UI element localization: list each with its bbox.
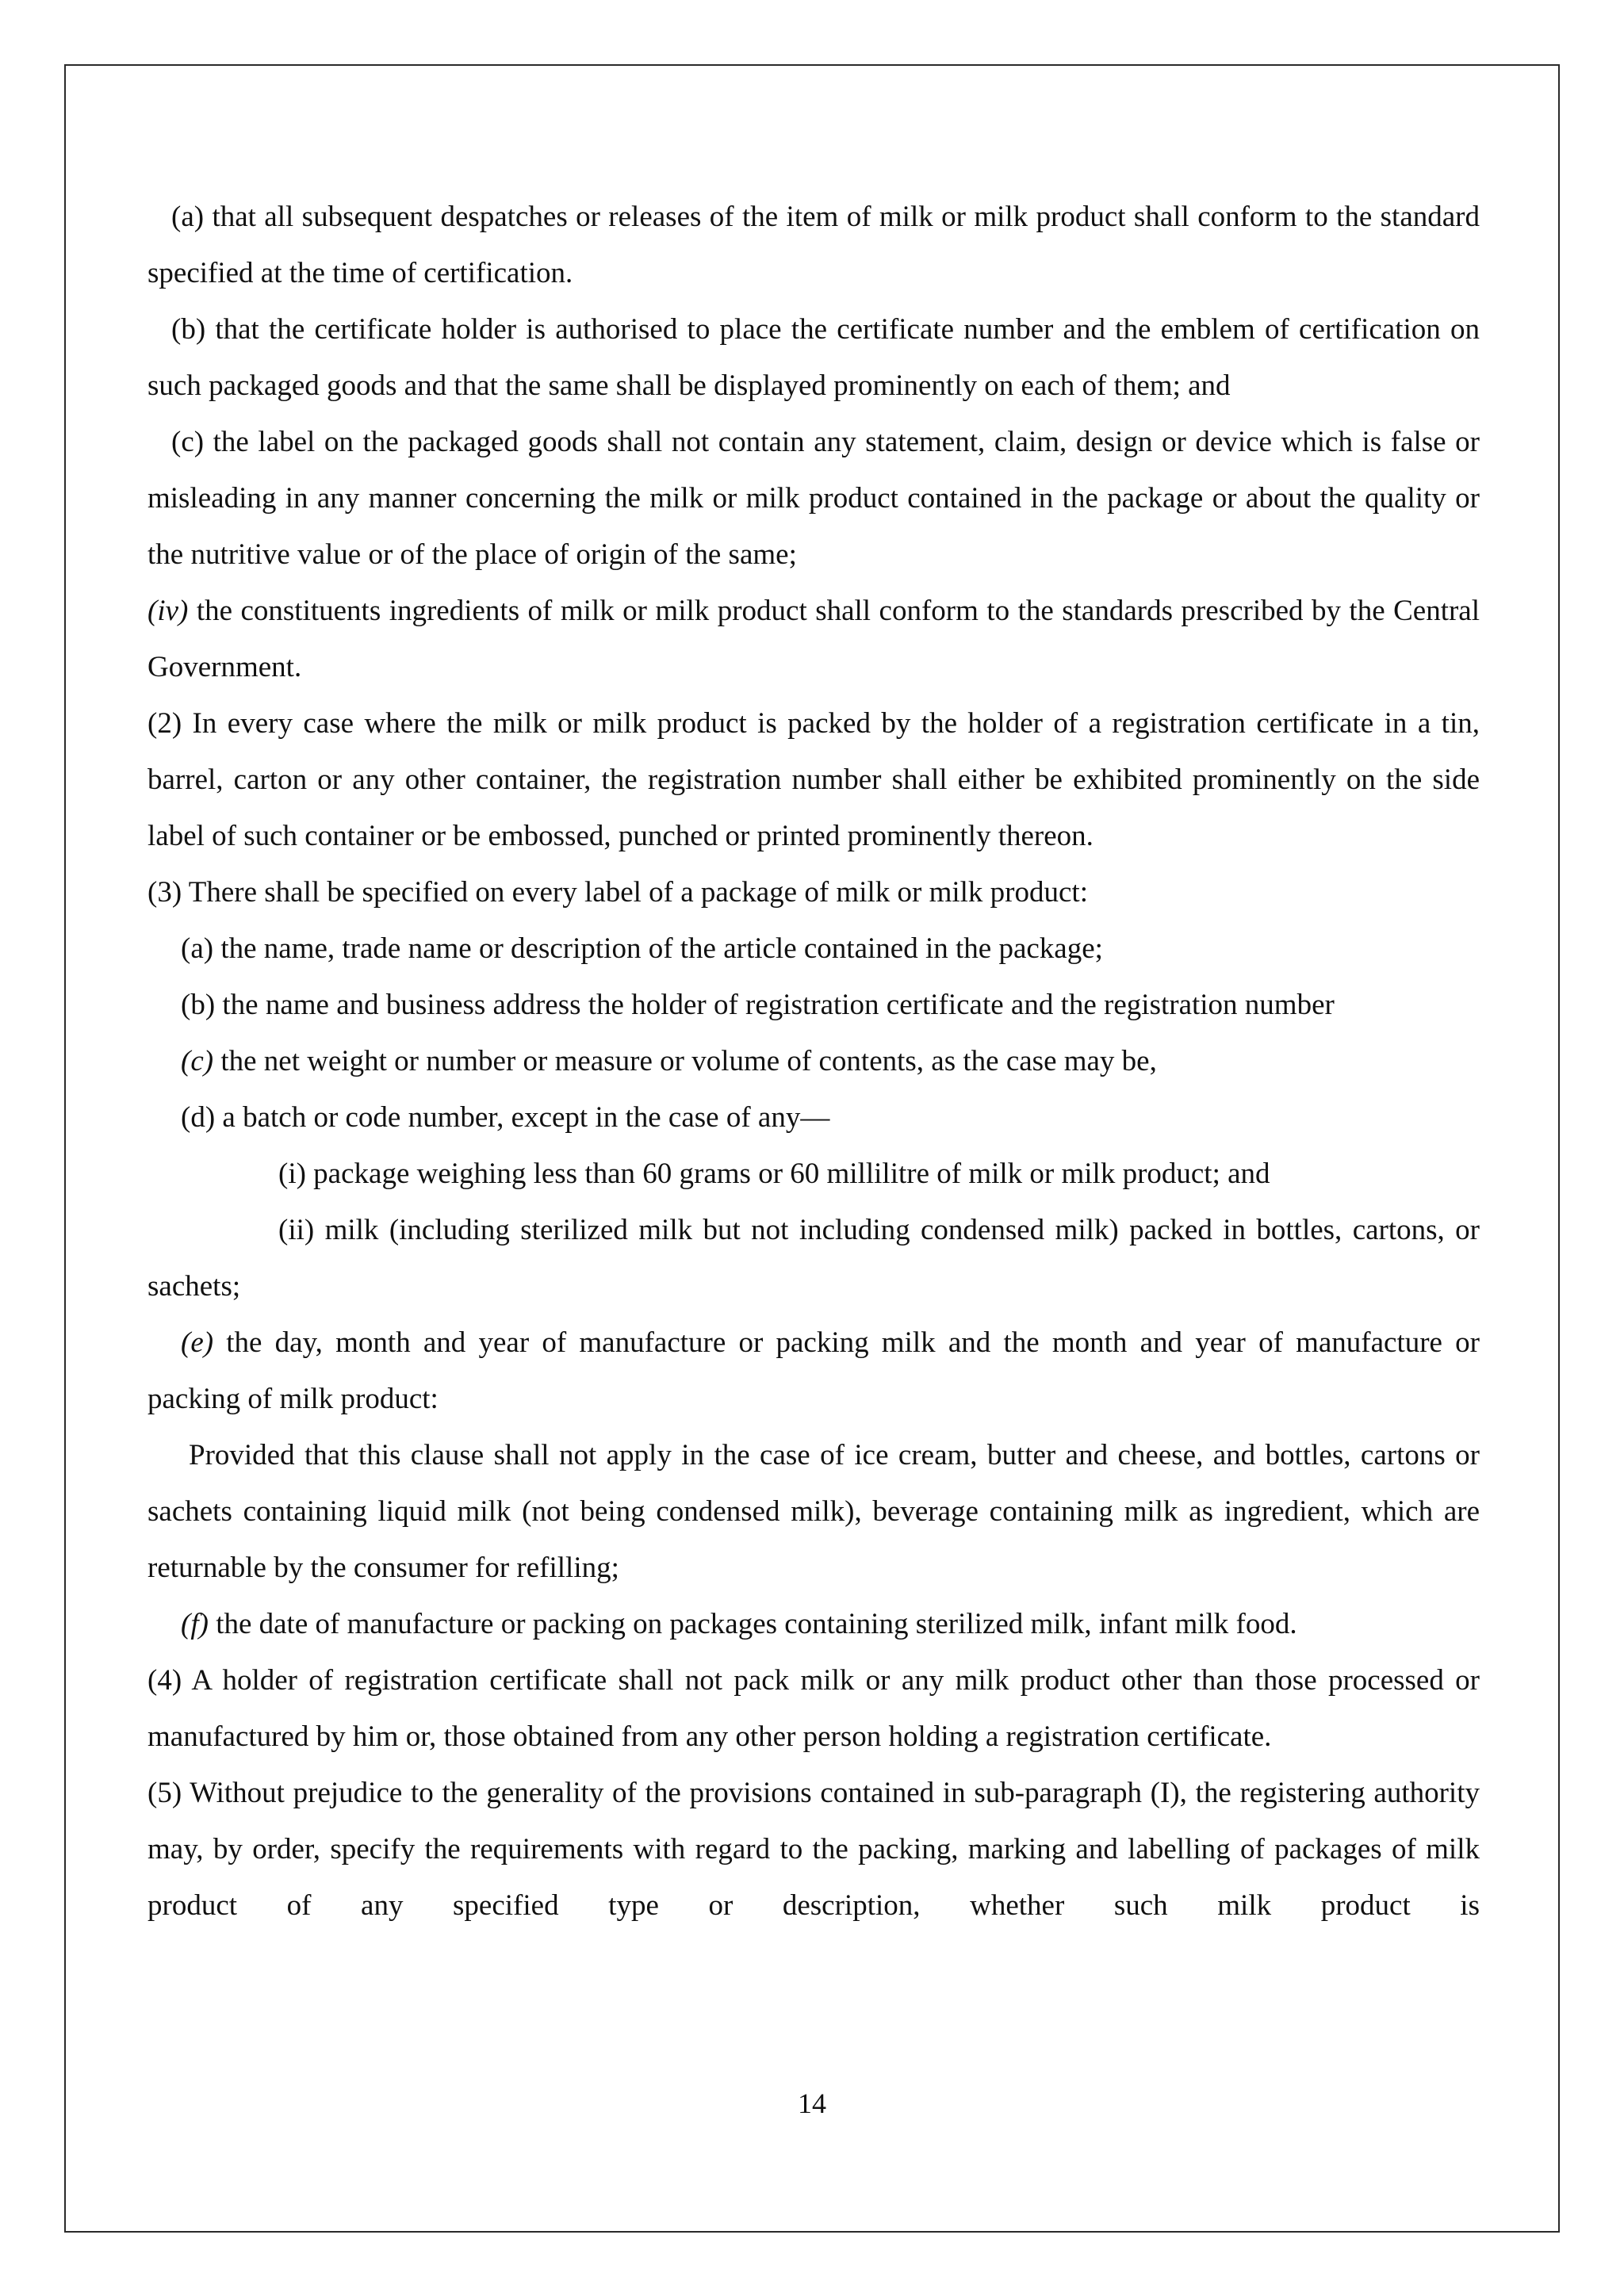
paragraph-5-registering-authority: (5) Without prejudice to the generality of the provisions contained in sub-paragraph (I), the registering authority may, by order, specify the requirements with regard to the packing, marking and labelling of packages of milk product of any specified type or description, whether such milk product is [147, 1777, 1480, 1922]
clause-iv-constituents [147, 583, 1480, 695]
clause-marker: (c) [181, 1045, 214, 1077]
item-a-name: (a) the name, trade name or description of the article contained in the package; [181, 932, 1103, 965]
clause-marker: (iv) [147, 595, 189, 627]
paragraph-4-packing-restriction: (4) A holder of registration certificate shall not pack milk or any milk product other than those processed or manufactured by him or, those obtained from any other person holding a registration certificate. [147, 1664, 1480, 1753]
document-body [147, 189, 1480, 1934]
clause-text: the date of manufacture or packing on packages containing sterilized milk, infant milk food. [208, 1608, 1297, 1640]
clause-text: the constituents ingredients of milk or milk product shall conform to the standards prescribed by the Central Government. [147, 595, 1480, 683]
proviso-ice-cream: Provided that this clause shall not apply in the case of ice cream, butter and cheese, and bottles, cartons or sachets containing liquid milk (not being condensed milk), beverage containing milk as ingredient, which are returnable by the consumer for refilling; [147, 1439, 1480, 1584]
clause-text: the net weight or number or measure or volume of contents, as the case may be, [213, 1045, 1157, 1077]
clause-marker: (e) [181, 1326, 214, 1359]
page-number: 14 [798, 2087, 826, 2119]
clause-marker: (f) [181, 1608, 209, 1640]
clause-c-label-statements: (c) the label on the packaged goods shall not contain any statement, claim, design or device which is false or misleading in any manner concerning the milk or milk product contained in the package or about the quality or the nutritive value or of the place of origin of the same; [147, 426, 1480, 571]
clause-text: the day, month and year of manufacture or packing milk and the month and year of manufacture or packing of milk product: [147, 1326, 1480, 1415]
clause-b-certificate-number: (b) that the certificate holder is authorised to place the certificate number and the emblem of certification on such packaged goods and that the same shall be displayed prominently on each of them; and [147, 313, 1480, 402]
paragraph-3-label-requirements: (3) There shall be specified on every label of a package of milk or milk product: [147, 876, 1088, 909]
subitem-i-package-weight: (i) package weighing less than 60 grams or 60 millilitre of milk or milk product; and [278, 1158, 1270, 1190]
subitem-ii-milk-bottles: (ii) milk (including sterilized milk but not including condensed milk) packed in bottles, cartons, or sachets; [147, 1214, 1480, 1303]
paragraph-2-registration-number: (2) In every case where the milk or milk product is packed by the holder of a registration certificate in a tin, barrel, carton or any other container, the registration number shall either be exhibited prominently on the side label of such container or be embossed, punched or printed prominently thereon. [147, 707, 1480, 852]
item-d-batch-number: (d) a batch or code number, except in the case of any— [181, 1101, 830, 1134]
item-e-manufacture-date [147, 1314, 1480, 1427]
item-b-business-address: (b) the name and business address the holder of registration certificate and the registration number [181, 989, 1335, 1021]
clause-a-conformity: (a) that all subsequent despatches or releases of the item of milk or milk product shall conform to the standard specified at the time of certification. [147, 201, 1480, 289]
item-f-sterilized-milk [147, 1596, 1480, 1652]
item-c-net-weight [147, 1033, 1480, 1089]
